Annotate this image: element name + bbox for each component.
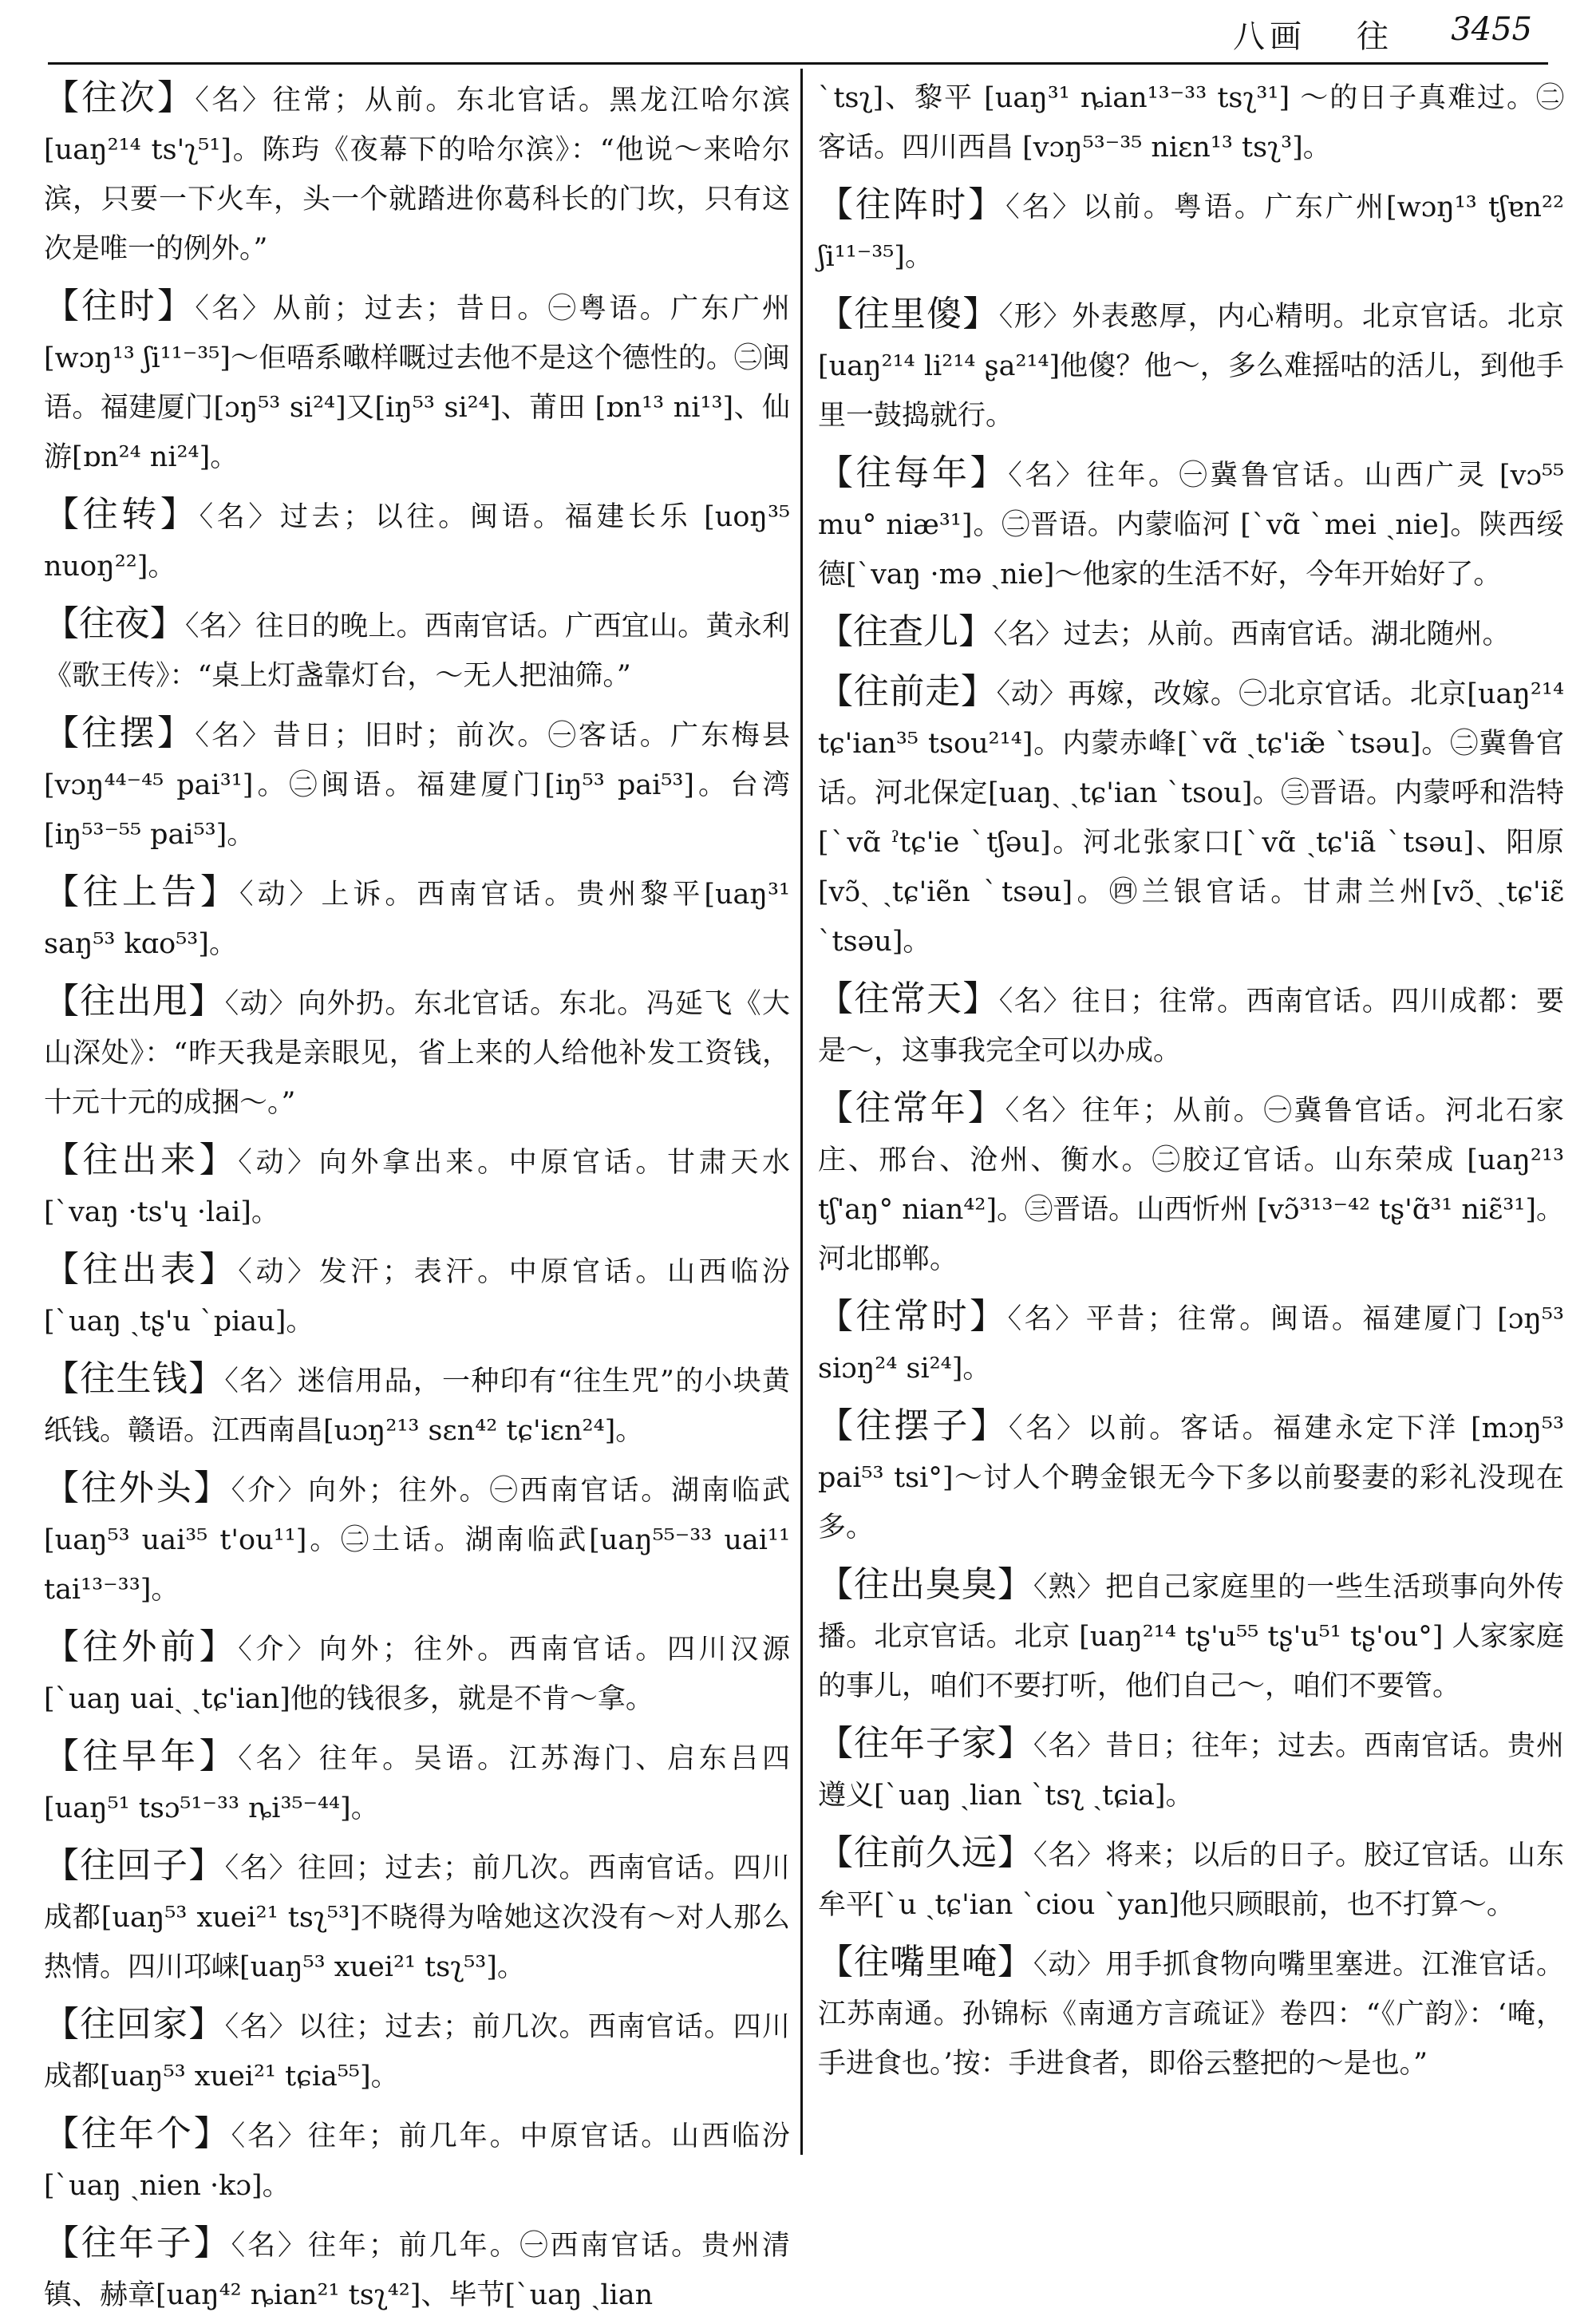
dictionary-entry — [44, 868, 790, 969]
dictionary-entry — [818, 1938, 1564, 2089]
entry-definition: 〈名〉往常；从前。东北官话。黑龙江哈尔滨 [uaŋ²¹⁴ ts'ʅ⁵¹]。陈玙《夜幕下的哈尔滨》：“他说～来哈尔滨，只要一下火车，头一个就踏进你葛科长的门坎，只有这次是唯一的例外。” — [44, 85, 790, 265]
dictionary-entry — [818, 1828, 1564, 1930]
entry-headword: 【往出表】 — [44, 1249, 239, 1290]
dictionary-entry — [44, 1136, 790, 1237]
dictionary-entry — [44, 1622, 790, 1724]
entry-definition: 〈名〉过去；从前。西南官话。湖北随州。 — [994, 619, 1511, 650]
header-character: 往 — [1357, 18, 1393, 55]
right-column — [818, 73, 1564, 2148]
dictionary-entry — [44, 709, 790, 860]
entry-definition: 〈名〉将来；以后的日子。胶辽官话。山东牟平[ˋu ˏtɕ'ian ˋciou ˋyan]他只顾眼前，也不打算～。 — [818, 1840, 1564, 1921]
entry-headword: 【往回家】 — [44, 2004, 225, 2045]
dictionary-entry — [44, 1732, 790, 1833]
entry-headword: 【往夜】 — [44, 603, 186, 644]
dictionary-entry — [818, 1292, 1564, 1393]
dictionary-entry — [818, 180, 1564, 282]
entry-headword: 【往回子】 — [44, 1845, 225, 1886]
dictionary-entry — [44, 1245, 790, 1346]
dictionary-entry — [818, 1719, 1564, 1820]
entry-headword: 【往常年】 — [818, 1088, 1005, 1128]
entry-definition: 〈名〉往回；过去；前几次。西南官话。四川成都[uaŋ⁵³ xuei²¹ tsʅ⁵³]不晓得为啥她这次没有～对人那么热情。四川邛崃[uaŋ⁵³ xuei²¹ tsʅ⁵³]。 — [44, 1852, 790, 1983]
entry-definition: 〈名〉昔日；往年；过去。西南官话。贵州遵义[ˋuaŋ ˏlian ˋtsʅ ˏtɕia]。 — [818, 1730, 1564, 1812]
dictionary-entry — [44, 490, 790, 591]
entry-headword: 【往时】 — [44, 286, 196, 326]
dictionary-entry — [44, 73, 790, 274]
dictionary-entry — [44, 1354, 790, 1456]
left-column — [44, 73, 791, 2311]
entry-definition: 〈介〉向外；往外。西南官话。四川汉源 [ˋuaŋ uaiˎ ˏtɕ'ian]他的钱很多，就是不肯～拿。 — [44, 1634, 790, 1715]
dictionary-entry — [818, 607, 1564, 659]
entry-definition: 〈名〉往年。吴语。江苏海门、启东吕四 [uaŋ⁵¹ tsɔ⁵¹⁻³³ ȵi³⁵⁻⁴⁴]。 — [44, 1743, 790, 1824]
dictionary-entry — [818, 449, 1564, 599]
entry-headword: 【往摆子】 — [818, 1405, 1009, 1446]
entry-definition: 〈动〉再嫁，改嫁。㊀北京官话。北京[uaŋ²¹⁴ tɕ'ian³⁵ tsou²¹⁴]。内蒙赤峰[ˋvɑ̃ ˏtɕ'iæ̃ ˋtsəu]。㊁冀鲁官话。河北保定[uaŋˎ ˏtɕ'ian ˋtsou]。㊂晋语。内蒙呼和浩特[ˋvɑ̃ ˀtɕ'ie ˋtʃəu]。河北张家口[ˋvɑ̃ ˏtɕ'iã ˋtsəu]、阳原[vɔ̃ˎ ˏtɕ'iẽn ˋtsəu]。㊃兰银官话。甘肃兰州[vɔ̃ˎ ˏtɕ'iɛ̃ ˋtsəu]。 — [818, 678, 1564, 958]
dictionary-entry — [818, 974, 1564, 1076]
entry-headword: 【往常时】 — [818, 1296, 1008, 1337]
dictionary-entry — [44, 1464, 790, 1615]
entry-definition: 〈名〉平昔；往常。闽语。福建厦门 [ɔŋ⁵³ siɔŋ²⁴ si²⁴]。 — [818, 1303, 1564, 1385]
entry-headword: 【往上告】 — [44, 871, 239, 912]
page-header — [0, 0, 1596, 56]
dictionary-entry — [44, 2000, 790, 2101]
entry-headword: 【往出臭臭】 — [818, 1564, 1033, 1605]
entry-headword: 【往转】 — [44, 494, 200, 535]
entry-definition: 〈名〉以前。客话。福建永定下洋 [mɔŋ⁵³ pai⁵³ tsi°]～讨人个聘金银无今下多以前娶妻的彩礼没现在多。 — [818, 1413, 1564, 1543]
entry-definition: 〈动〉发汗；表汗。中原官话。山西临汾 [ˋuaŋ ˏtʂ'u ˋpiau]。 — [44, 1256, 790, 1338]
dictionary-entry — [818, 1560, 1564, 1711]
entry-headword: 【往前久远】 — [818, 1832, 1033, 1873]
entry-definition: 〈动〉向外拿出来。中原官话。甘肃天水 [ˋvaŋ ·ts'ɥ ·lai]。 — [44, 1147, 790, 1228]
entry-headword: 【往前走】 — [818, 671, 997, 712]
entry-headword: 【往每年】 — [818, 453, 1009, 493]
entry-headword: 【往外头】 — [44, 1468, 231, 1508]
dictionary-entry — [818, 1401, 1564, 1552]
entry-definition: 〈名〉昔日；旧时；前次。㊀客话。广东梅县 [vɔŋ⁴⁴⁻⁴⁵ pai³¹]。㊁闽语。福建厦门[iŋ⁵³ pai⁵³]。台湾[iŋ⁵³⁻⁵⁵ pai⁵³]。 — [44, 720, 790, 851]
entry-headword: 【往查儿】 — [818, 611, 994, 652]
entry-definition: 〈名〉迷信用品，一种印有“往生咒”的小块黄纸钱。赣语。江西南昌[uɔŋ²¹³ sɛn⁴² tɕ'iɛn²⁴]。 — [44, 1366, 790, 1447]
entry-headword: 【往早年】 — [44, 1736, 239, 1777]
entry-definition: 〈形〉外表憨厚，内心精明。北京官话。北京 [uaŋ²¹⁴ li²¹⁴ ʂa²¹⁴]他傻？他～，多么难摇咕的活儿，到他手里一鼓捣就行。 — [818, 301, 1564, 432]
entry-definition: 〈名〉过去；以往。闽语。福建长乐 [uoŋ³⁵ nuoŋ²²]。 — [44, 501, 791, 583]
entry-headword: 【往阵时】 — [818, 184, 1006, 225]
entry-headword: 【往常天】 — [818, 978, 999, 1019]
entry-headword: 【往摆】 — [44, 713, 196, 753]
entry-definition: 〈名〉以前。粤语。广东广州[wɔŋ¹³ tʃɐn²² ʃi¹¹⁻³⁵]。 — [818, 192, 1565, 273]
entry-continuation: ˋtsʅ]、黎平 [uaŋ³¹ ȵian¹³⁻³³ tsʅ³¹] ～的日子真难过。㊁客话。四川西昌 [vɔŋ⁵³⁻³⁵ niɛn¹³ tsʅ³]。 — [818, 82, 1564, 164]
section-label: 八画 — [1233, 18, 1306, 55]
entry-definition: 〈熟〉把自己家庭里的一些生活琐事向外传播。北京官话。北京 [uaŋ²¹⁴ tʂ'u⁵⁵ tʂ'u⁵¹ tʂ'ou°] 人家家庭的事儿，咱们不要打听，他们自己～，咱们不要管。 — [818, 1571, 1564, 1702]
dictionary-entry — [44, 282, 790, 482]
dictionary-entry — [818, 290, 1564, 441]
page-number: 3455 — [1451, 11, 1532, 48]
dictionary-entry — [44, 2109, 790, 2211]
entry-headword: 【往出来】 — [44, 1140, 239, 1180]
entry-definition: 〈名〉以往；过去；前几次。西南官话。四川成都[uaŋ⁵³ xuei²¹ tɕia⁵⁵]。 — [44, 2011, 790, 2093]
entry-headword: 【往里傻】 — [818, 294, 999, 334]
dictionary-entry — [44, 2219, 790, 2320]
dictionary-entry — [44, 599, 790, 701]
entry-headword: 【往出甩】 — [44, 981, 225, 1022]
entry-headword: 【往年子】 — [44, 2223, 231, 2263]
entry-definition: 〈名〉往年；前几年。中原官话。山西临汾 [ˋuaŋ ˏnien ·kɔ]。 — [44, 2120, 790, 2202]
column-divider — [800, 69, 803, 2155]
entry-definition: 〈名〉往日；往常。西南官话。四川成都：要是～，这事我完全可以办成。 — [818, 986, 1564, 1067]
entry-headword: 【往嘴里唵】 — [818, 1942, 1033, 1982]
dictionary-entry — [44, 1841, 790, 1992]
dictionary-entry — [818, 667, 1564, 966]
entry-definition: 〈名〉往日的晚上。西南官话。广西宜山。黄永利《歌王传》：“桌上灯盏靠灯台，～无人把油筛。” — [44, 611, 790, 692]
entry-definition: 〈名〉往年。㊀冀鲁官话。山西广灵 [vɔ⁵⁵ mu° niæ³¹]。㊁晋语。内蒙临河 [ˋvɑ̃ ˋmei ˏnie]。陕西绥德[ˋvaŋ ·mə ˏnie]～他家的生活不好，今年开始好了。 — [818, 460, 1565, 591]
entry-headword: 【往外前】 — [44, 1626, 239, 1667]
entry-definition: 〈动〉上诉。西南官话。贵州黎平[uaŋ³¹ saŋ⁵³ kɑo⁵³]。 — [44, 879, 791, 960]
entry-headword: 【往生钱】 — [44, 1358, 225, 1399]
entry-headword: 【往次】 — [44, 77, 196, 118]
header-rule — [48, 62, 1548, 65]
entry-headword: 【往年子家】 — [818, 1723, 1033, 1764]
entry-headword: 【往年个】 — [44, 2113, 231, 2154]
entry-definition: 〈动〉用手抓食物向嘴里塞进。江淮官话。江苏南通。孙锦标《南通方言疏证》卷四：“《广韵》：‘唵，手进食也。’按：手进食者，即俗云整把的～是也。” — [818, 1949, 1564, 2080]
entry-definition: 〈介〉向外；往外。㊀西南官话。湖南临武 [uaŋ⁵³ uai³⁵ t'ou¹¹]。㊁土话。湖南临武[uaŋ⁵⁵⁻³³ uai¹¹ tai¹³⁻³³]。 — [44, 1475, 790, 1606]
entry-definition: 〈名〉从前；过去；昔日。㊀粤语。广东广州 [wɔŋ¹³ ʃi¹¹⁻³⁵]～佢唔系噉样嘅过去他不是这个德性的。㊁闽语。福建厦门[ɔŋ⁵³ si²⁴]又[iŋ⁵³ si²⁴]、莆田 [ɒn¹³ ni¹³]、仙游[ɒn²⁴ ni²⁴]。 — [44, 293, 790, 473]
entry-definition: 〈名〉往年；前几年。㊀西南官话。贵州清镇、赫章[uaŋ⁴² ȵian²¹ tsʅ⁴²]、毕节[ˋuaŋ ˏlian — [44, 2230, 790, 2311]
entry-definition: 〈名〉往年；从前。㊀冀鲁官话。河北石家庄、邢台、沧州、衡水。㊁胶辽官话。山东荣成 [uaŋ²¹³ tʃ'aŋ° nian⁴²]。㊂晋语。山西忻州 [vɔ̃³¹³⁻⁴² tʂ'ɑ̃³¹ niɛ̃³¹]。河北邯郸。 — [818, 1095, 1564, 1275]
entry-definition: 〈动〉向外扔。东北官话。东北。冯延飞《大山深处》：“昨天我是亲眼见，省上来的人给他补发工资钱，十元十元的成捆～。” — [44, 988, 790, 1119]
dictionary-entry — [818, 1084, 1564, 1284]
dictionary-entry — [44, 977, 790, 1128]
